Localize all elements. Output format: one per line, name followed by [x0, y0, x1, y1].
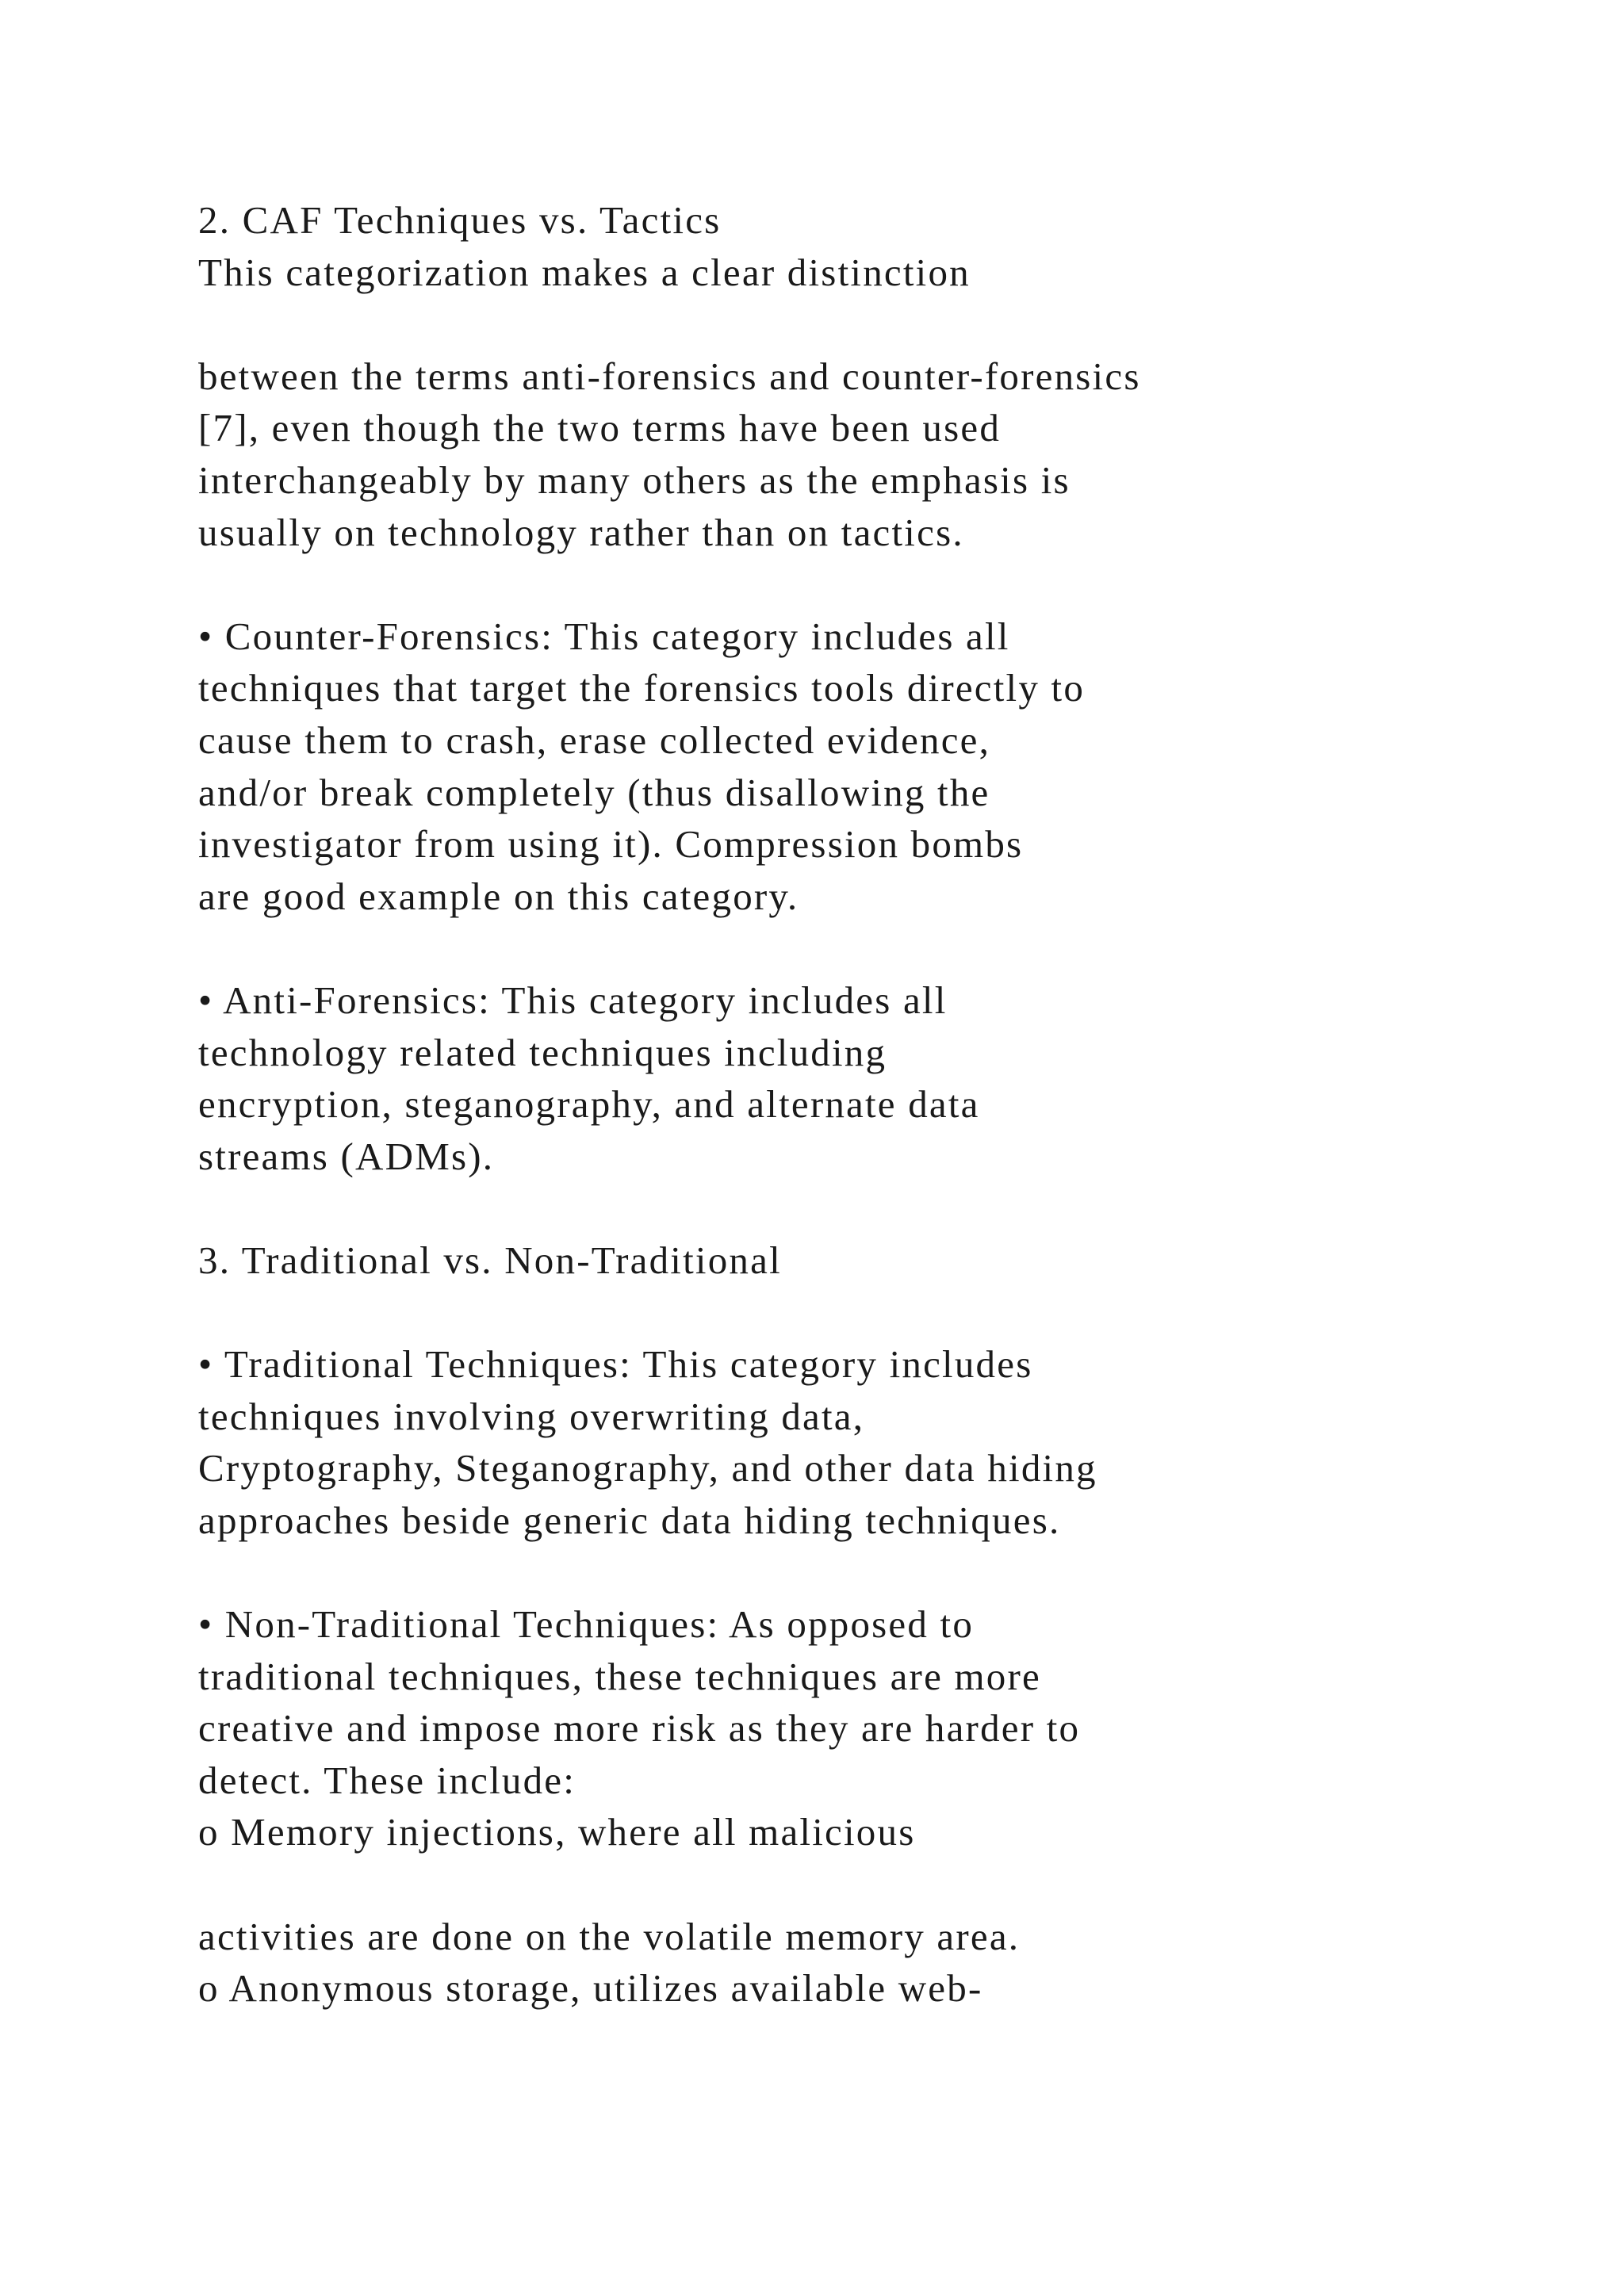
text-line: techniques involving overwriting data,: [198, 1394, 865, 1438]
blank-line: [198, 558, 1546, 610]
text-line: interchangeably by many others as the emphasis is: [198, 457, 1071, 502]
text-line: are good example on this category.: [198, 874, 799, 918]
bullet-traditional-techniques: • Traditional Techniques: This category includes: [198, 1342, 1033, 1387]
blank-line: [198, 1858, 1546, 1911]
text-line: and/or break completely (thus disallowing the: [198, 770, 990, 814]
blank-line: [198, 1182, 1546, 1234]
sub-bullet-anonymous-storage: o Anonymous storage, utilizes available web-: [198, 1966, 983, 2011]
text-line: between the terms anti-forensics and counter-forensics: [198, 354, 1141, 398]
text-line: encryption, steganography, and alternate data: [198, 1082, 980, 1127]
text-line: techniques that target the forensics tools directly to: [198, 666, 1086, 710]
text-line: technology related techniques including: [198, 1030, 887, 1074]
bullet-anti-forensics: • Anti-Forensics: This category includes all: [198, 978, 948, 1022]
text-line: This categorization makes a clear distinction: [198, 250, 971, 294]
text-line: approaches beside generic data hiding techniques.: [198, 1498, 1061, 1542]
blank-line: [198, 1286, 1546, 1338]
text-line: cause them to crash, erase collected evidence,: [198, 718, 991, 762]
section-heading-traditional: 3. Traditional vs. Non-Traditional: [198, 1238, 782, 1282]
text-line: usually on technology rather than on tactics.: [198, 510, 964, 554]
blank-line: [198, 922, 1546, 974]
document-body: [198, 194, 1546, 2015]
text-line: [7], even though the two terms have been used: [198, 406, 1002, 450]
bullet-counter-forensics: • Counter-Forensics: This category includes all: [198, 614, 1010, 658]
text-line: investigator from using it). Compression bombs: [198, 822, 1024, 867]
text-line: activities are done on the volatile memory area.: [198, 1914, 1021, 1958]
blank-line: [198, 1546, 1546, 1598]
bullet-non-traditional-techniques: • Non-Traditional Techniques: As opposed to: [198, 1602, 975, 1647]
text-line: Cryptography, Steganography, and other data hiding: [198, 1446, 1097, 1490]
blank-line: [198, 298, 1546, 350]
text-line: detect. These include:: [198, 1758, 576, 1802]
section-heading-caf: 2. CAF Techniques vs. Tactics: [198, 198, 722, 242]
text-line: traditional techniques, these techniques are more: [198, 1654, 1041, 1698]
text-line: streams (ADMs).: [198, 1134, 495, 1178]
text-line: creative and impose more risk as they are harder to: [198, 1706, 1081, 1751]
sub-bullet-memory-injections: o Memory injections, where all malicious: [198, 1810, 916, 1854]
